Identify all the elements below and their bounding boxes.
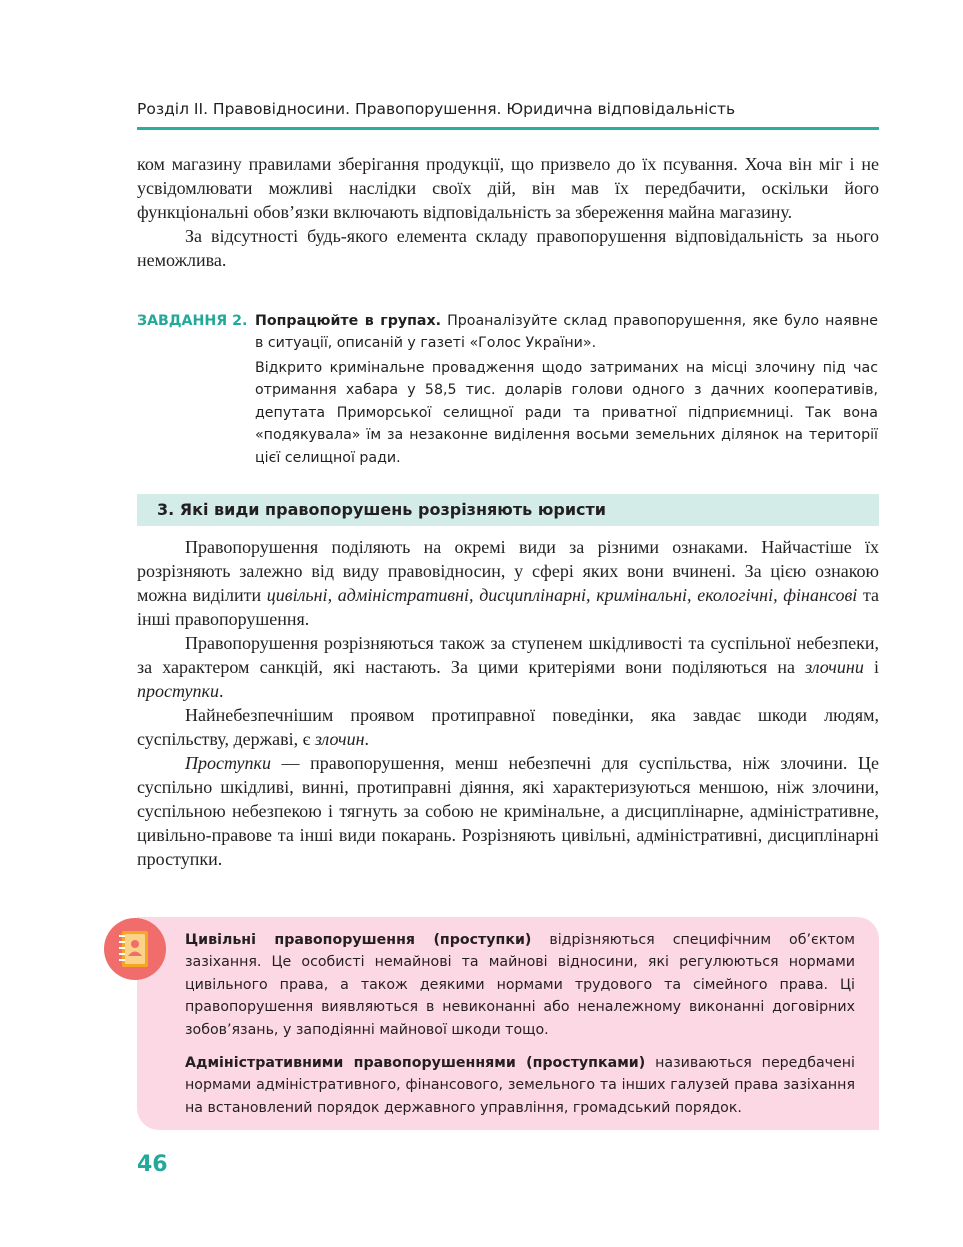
running-header: Розділ II. Правовідносини. Правопорушення. Юридична відповідальність [137,100,736,118]
term: адміністративні [337,585,470,605]
sep: , [469,585,480,605]
sep: , [327,585,338,605]
term: цивільні [266,585,328,605]
notebook-icon [104,918,166,980]
task-text: Проаналізуйте склад правопорушення, яке було наявне в ситуації, описаній у газеті «Голос України». [255,313,878,351]
intro-paragraph-2: За відсутності будь-якого елемента складу правопорушення відповідальність за нього неможлива. [137,226,879,270]
task-label: ЗАВДАННЯ 2. [137,313,248,329]
info-text: називаються передбачені нормами адміністративного, фінансового, земельного та інших галузей права зазіхання на встановлений порядок державного управління, громадський порядок. [185,1055,855,1116]
term: Проступки [185,753,271,773]
text: Правопорушення розрізняються також за ступенем шкідливості та суспільної небезпеки, за характером санкцій, які настають. За цими критеріями вони поділяються на [137,633,879,677]
task-bold-lead: Попрацюйте в групах. [255,313,442,329]
text: Найнебезпечнішим проявом протиправної поведінки, яка завдає шкоди людям, суспільству, державі, є [137,705,879,749]
text: та інші правопорушення. [137,585,880,629]
body-paragraph-3 [137,703,879,751]
text: . [364,729,370,749]
body-paragraph-4 [137,751,879,871]
info-paragraph-2 [185,1052,855,1119]
sep: , [773,585,784,605]
intro-text [137,152,879,272]
body-paragraph-1 [137,535,879,631]
header-rule [137,127,879,130]
text: і [863,657,879,677]
text: . [218,681,224,701]
sep: , [687,585,698,605]
text: — правопорушення, менш небезпечні для суспільства, ніж злочини. Це суспільно шкідливі, винні, протиправні діяння, які характеризуються меншою, ніж злочини, суспільною небезпекою і тягнуть за собою не кримінальне, а дисциплінарне, адміністративне, цивільно-правове та інші види покарань. Розрізняють цивільні, адміністративні, дисциплінарні проступки. [137,753,879,869]
sep: , [586,585,597,605]
info-text: відрізняються специфічним об’єктом зазіхання. Це особисті немайнові та майнові відносини, які регулюються нормами цивільного права, а також деякими нормами трудового та сімейного права. Ці правопорушення виявляються в невиконанні або неналежному виконанні договірних зобов’язань, у заподіянні майнової шкоди тощо. [185,932,855,1038]
info-term: Адміністративними правопорушеннями (проступками) [185,1055,646,1071]
term: екологічні [697,585,774,605]
term: проступки [137,681,219,701]
term: злочин [314,729,365,749]
term: злочини [805,657,864,677]
info-term: Цивільні правопорушення (проступки) [185,932,532,948]
info-paragraph-1 [185,929,855,1041]
term: кримінальні [596,585,688,605]
section-title: 3. Які види правопорушень розрізняють юристи [157,500,606,519]
term: дисциплінарні [479,585,587,605]
section-body [137,535,879,871]
task-quote: Відкрито кримінальне провадження щодо затриманих на місці злочину під час отримання хабара у 58,5 тис. доларів голови одного з дачних кооперативів, депутата Приморської селищної ради та приватної підприємниці. Так вона «подякувала» їм за незаконне виділення восьми земельних ділянок на території цієї селищної ради. [255,360,878,466]
body-paragraph-2 [137,631,879,703]
term: фінансові [783,585,858,605]
task-instruction [255,310,878,354]
intro-paragraph-1: ком магазину правилами зберігання продукції, що призвело до їх псування. Хоча він міг і не усвідомлювати можливі наслідки своїх дій, він мав їх передбачити, оскільки його функціональні обов’язки включають відповідальність за збереження майна магазину. [137,154,879,222]
page-number: 46 [137,1152,168,1177]
text: Правопорушення поділяють на окремі види за різними ознаками. Найчастіше їх розрізняють залежно від виду правовідносин, у сфері яких вони вчинені. За цією ознакою можна виділити [137,537,879,605]
